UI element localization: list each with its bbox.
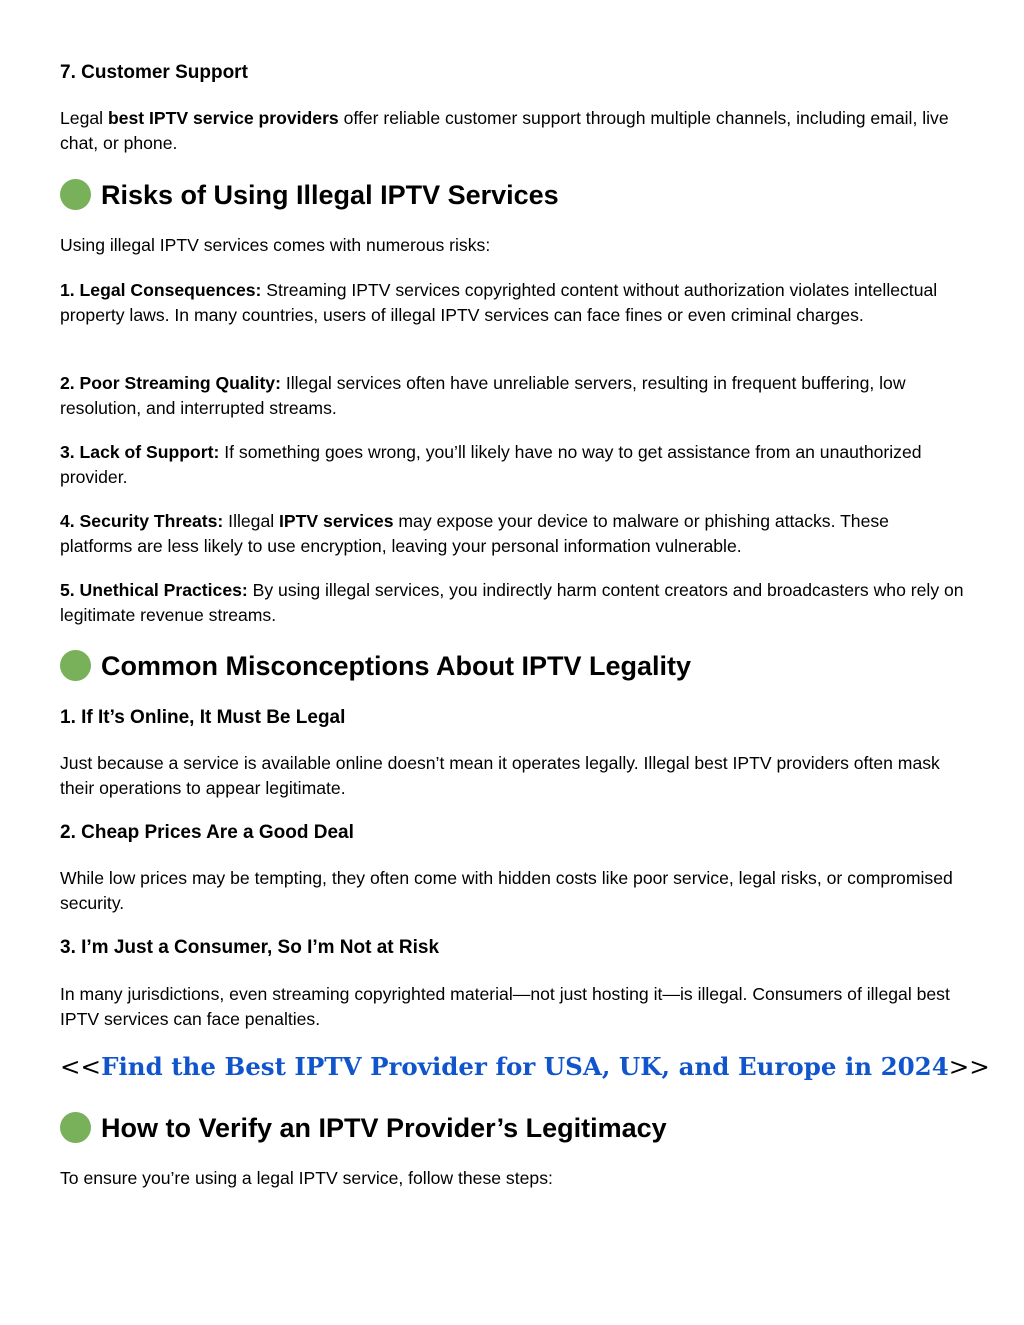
- risk-item: 3. Lack of Support: If something goes wrong, you’ll likely have no way to get assistance from an unauthorized provider.: [60, 442, 922, 487]
- misconception-text: Just because a service is available online doesn’t mean it operates legally. Illegal best IPTV providers often mask their operations to appear legitimate.: [60, 753, 940, 798]
- promo-link-line: <<Find the Best IPTV Provider for USA, UK, and Europe in 2024>>: [60, 1052, 990, 1081]
- risk-item: 4. Security Threats: Illegal IPTV services may expose your device to malware or phishing attacks. These platforms are less likely to use encryption, leaving your personal information vulnerable.: [60, 511, 889, 556]
- risk-item: 1. Legal Consequences: Streaming IPTV services copyrighted content without authorization violates intellectual property laws. In many countries, users of illegal IPTV services can face fines or even criminal charges.: [60, 280, 938, 325]
- promo-link[interactable]: Find the Best IPTV Provider for USA, UK, and Europe in 2024: [101, 1052, 949, 1081]
- risks-heading: Risks of Using Illegal IPTV Services: [60, 178, 965, 212]
- risk-label: 1. Legal Consequences:: [60, 280, 262, 300]
- customer-support-paragraph: Legal best IPTV service providers offer reliable customer support through multiple channels, including email, live chat, or phone.: [60, 108, 949, 153]
- risk-label: 2. Poor Streaming Quality:: [60, 373, 281, 393]
- green-circle-icon: [60, 1112, 91, 1143]
- verify-heading: How to Verify an IPTV Provider’s Legitimacy: [60, 1111, 965, 1145]
- risk-label: 3. Lack of Support:: [60, 442, 220, 462]
- misconception-title: 3. I’m Just a Consumer, So I’m Not at Risk: [60, 937, 440, 958]
- misconception-title: 1. If It’s Online, It Must Be Legal: [60, 707, 346, 728]
- verify-intro: To ensure you’re using a legal IPTV service, follow these steps:: [60, 1168, 553, 1188]
- risks-intro: Using illegal IPTV services comes with numerous risks:: [60, 235, 491, 255]
- misconception-text: While low prices may be tempting, they often come with hidden costs like poor service, legal risks, or compromised security.: [60, 868, 953, 913]
- misconception-text: In many jurisdictions, even streaming copyrighted material—not just hosting it—is illegal. Consumers of illegal best IPTV services can face penalties.: [60, 984, 950, 1029]
- risk-item: 5. Unethical Practices: By using illegal services, you indirectly harm content creators and broadcasters who rely on legitimate revenue streams.: [60, 580, 964, 625]
- risk-label: 4. Security Threats:: [60, 511, 224, 531]
- green-circle-icon: [60, 650, 91, 681]
- risk-label: 5. Unethical Practices:: [60, 580, 248, 600]
- customer-support-heading: 7. Customer Support: [60, 62, 248, 83]
- misconception-title: 2. Cheap Prices Are a Good Deal: [60, 822, 354, 843]
- bold-keyword: best IPTV service providers: [107, 108, 339, 128]
- risk-item: 2. Poor Streaming Quality: Illegal services often have unreliable servers, resulting in frequent buffering, low resolution, and interrupted streams.: [60, 373, 906, 418]
- bold-keyword: IPTV services: [279, 511, 394, 531]
- green-circle-icon: [60, 179, 91, 210]
- misconceptions-heading: Common Misconceptions About IPTV Legality: [60, 649, 965, 683]
